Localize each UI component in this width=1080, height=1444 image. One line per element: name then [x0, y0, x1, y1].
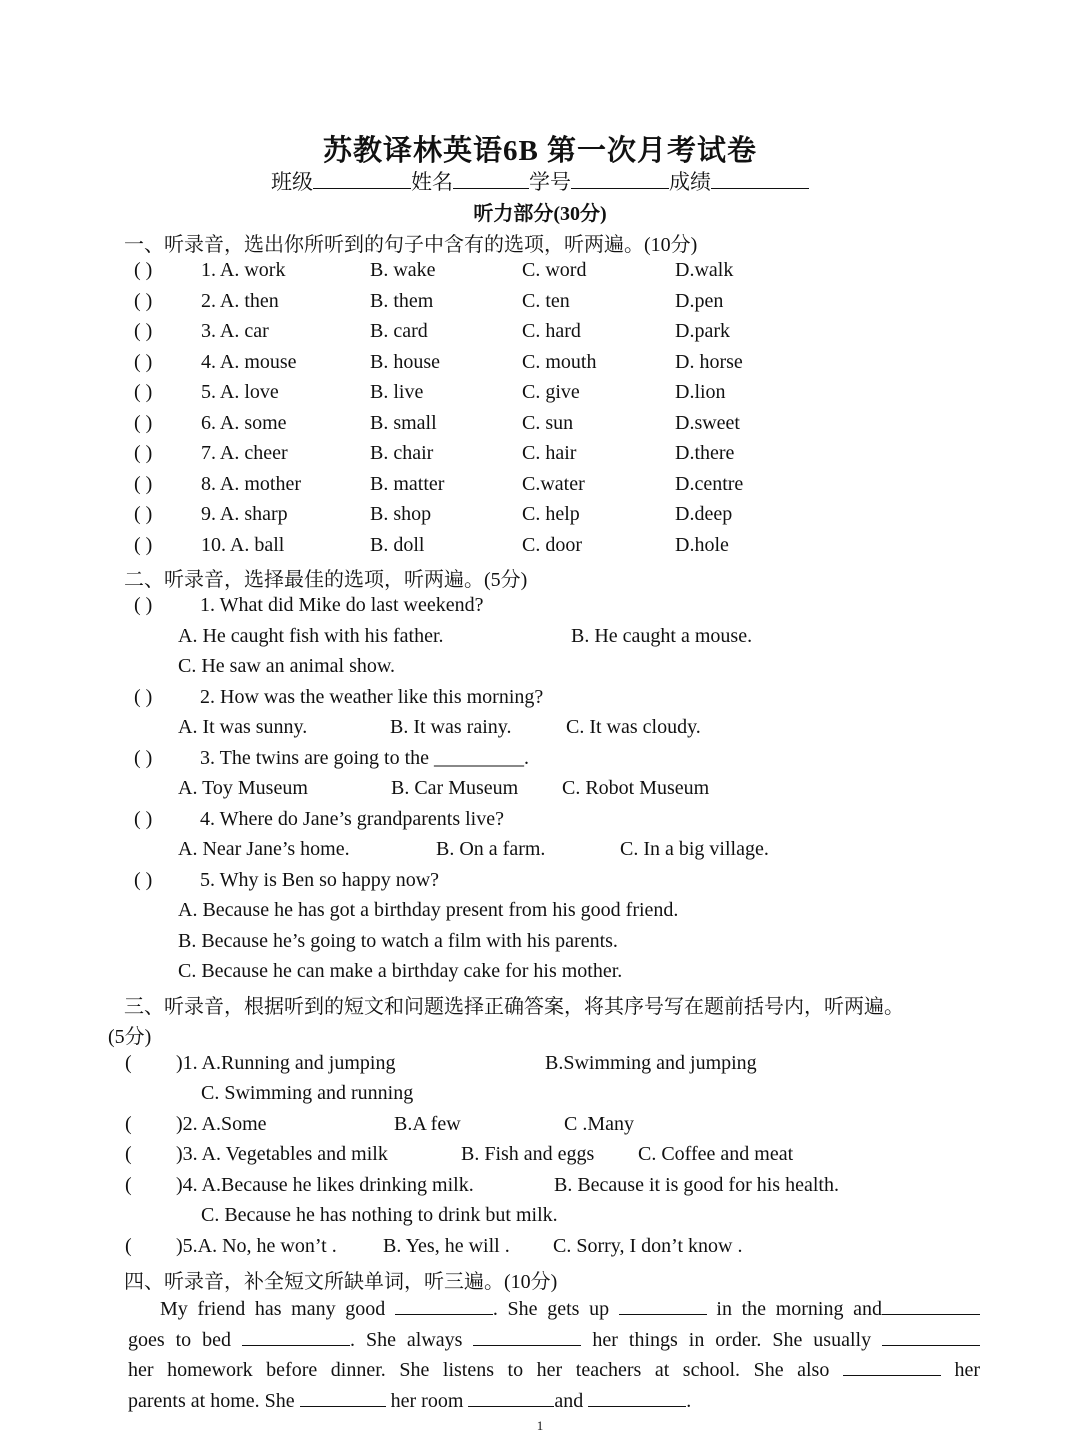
name-blank [453, 168, 529, 189]
cloze-blank [473, 1327, 581, 1346]
option-a: 1. A. work [201, 259, 286, 281]
cloze-text: her homework before dinner. She listens to her teachers at school. She also [128, 1359, 830, 1381]
cloze-blank [300, 1388, 386, 1407]
cloze-text: in the morning and [716, 1298, 883, 1320]
option-b: B. small [370, 411, 437, 434]
option-d: D.lion [675, 381, 726, 403]
option-b: B. chair [370, 442, 434, 464]
cloze-blank [242, 1327, 350, 1346]
option-c: C. give [522, 381, 580, 403]
section3-header-score: (5分) [108, 1026, 152, 1048]
option-c: C. help [522, 503, 580, 525]
option-c: C.water [522, 472, 585, 495]
option-d: D.there [675, 442, 735, 464]
option-c: C. sun [522, 411, 574, 434]
cloze-text: her things in order. She usually [592, 1329, 872, 1351]
s2-q1-options [0, 625, 1080, 655]
cloze-text: her room [390, 1390, 464, 1412]
answer-paren: ( ) [134, 442, 153, 464]
option-b: B. Fish and eggs [461, 1143, 595, 1165]
option-a: 7. A. cheer [201, 442, 288, 464]
s3-q1-option-c [0, 1082, 1080, 1112]
option-b: B. He caught a mouse. [571, 625, 753, 647]
s1-question-row [0, 290, 1080, 320]
question-stem: 4. Where do Jane’s grandparents live? [200, 808, 504, 830]
s3-q1 [0, 1052, 1080, 1082]
s2-q3-options [0, 777, 1080, 807]
option-a: )2. A.Some [176, 1113, 267, 1135]
answer-paren: ( [125, 1235, 132, 1257]
s1-question-row [0, 534, 1080, 564]
answer-paren: ( ) [134, 503, 153, 525]
option-c: C. door [522, 533, 582, 556]
cloze-blank [588, 1388, 686, 1407]
option-c: C. mouth [522, 350, 597, 373]
option-b: B. card [370, 320, 428, 342]
answer-paren: ( ) [134, 411, 153, 434]
class-blank [313, 168, 411, 189]
s2-q5-option-a [0, 899, 1080, 929]
cloze-text: . She always [350, 1329, 463, 1351]
answer-paren: ( ) [134, 320, 153, 342]
answer-paren: ( ) [134, 533, 153, 556]
s3-q2 [0, 1113, 1080, 1143]
option-b: B. Yes, he will . [383, 1235, 510, 1257]
option-c: C .Many [564, 1113, 634, 1135]
page-number: 1 [536, 1418, 544, 1433]
option-a: 2. A. then [201, 289, 279, 312]
answer-paren: ( ) [134, 472, 153, 495]
cloze-text: . She gets up [492, 1298, 610, 1320]
cloze-blank [468, 1388, 554, 1407]
option-b: B. shop [370, 503, 432, 525]
s2-q1 [0, 594, 1080, 624]
option-a: A. Near Jane’s home. [178, 838, 350, 860]
s2-q1-options-2 [0, 655, 1080, 685]
cloze-blank [395, 1296, 493, 1315]
option-d: D.pen [675, 289, 724, 312]
s1-question-row [0, 412, 1080, 442]
s3-q4-option-c [0, 1204, 1080, 1234]
answer-paren: ( ) [134, 289, 153, 312]
s2-q4-options [0, 838, 1080, 868]
option-b: B. Because he’s going to watch a film with his parents. [178, 930, 618, 952]
option-a: A. Toy Museum [178, 777, 308, 799]
option-c: C. ten [522, 289, 570, 312]
answer-paren: ( ) [134, 808, 153, 830]
question-stem: 1. What did Mike do last weekend? [200, 594, 484, 616]
option-b: B. matter [370, 472, 445, 495]
option-a: )3. A. Vegetables and milk [176, 1143, 388, 1165]
option-c: C. Because he can make a birthday cake for his mother. [178, 960, 623, 982]
name-label: 姓名 [411, 170, 453, 194]
cloze-text: and [554, 1390, 584, 1412]
option-b: B.Swimming and jumping [545, 1052, 757, 1074]
s2-q5-option-b [0, 930, 1080, 960]
s2-q3 [0, 747, 1080, 777]
answer-paren: ( ) [134, 869, 153, 891]
answer-paren: ( [125, 1113, 132, 1135]
option-c: C. Because he has nothing to drink but milk. [201, 1204, 558, 1226]
cloze-text: her [954, 1359, 981, 1381]
cloze-text: parents at home. She [128, 1390, 295, 1412]
option-a: 5. A. love [201, 381, 279, 403]
cloze-text: . [686, 1390, 692, 1412]
option-a: 10. A. ball [201, 533, 285, 556]
section2-header: 二、听录音，选择最佳的选项，听两遍。(5分) [124, 569, 528, 591]
answer-paren: ( [125, 1143, 132, 1165]
option-a: 6. A. some [201, 411, 287, 434]
option-a: )5.A. No, he won’t . [176, 1235, 337, 1257]
student-info-line [0, 166, 1080, 196]
option-b: B. live [370, 381, 424, 403]
score-label: 成绩 [669, 170, 711, 194]
s2-q2 [0, 686, 1080, 716]
question-stem: 5. Why is Ben so happy now? [200, 869, 440, 891]
option-b: B. wake [370, 259, 436, 281]
option-a: 3. A. car [201, 320, 269, 342]
s1-question-row [0, 320, 1080, 350]
option-c: C. hard [522, 320, 581, 342]
option-a: )4. A.Because he likes drinking milk. [176, 1174, 474, 1196]
answer-paren: ( ) [134, 594, 153, 616]
option-a: A. Because he has got a birthday present from his good friend. [178, 899, 679, 921]
answer-paren: ( ) [134, 747, 153, 769]
cloze-text: goes to bed [128, 1329, 232, 1351]
answer-paren: ( ) [134, 686, 153, 708]
answer-paren: ( ) [134, 350, 153, 373]
cloze-line-4 [128, 1386, 980, 1417]
option-b: B. On a farm. [436, 838, 546, 860]
option-d: D.sweet [675, 411, 740, 434]
s1-question-row [0, 503, 1080, 533]
option-d: D.deep [675, 503, 733, 525]
option-d: D.walk [675, 259, 734, 281]
option-c: C. In a big village. [620, 838, 769, 860]
option-a: 8. A. mother [201, 472, 301, 495]
option-c: C. Swimming and running [201, 1082, 414, 1104]
option-c: C. Robot Museum [562, 777, 710, 799]
s2-q2-options [0, 716, 1080, 746]
answer-paren: ( ) [134, 259, 153, 281]
number-label: 学号 [529, 170, 571, 194]
s3-q5 [0, 1235, 1080, 1265]
s1-question-row [0, 442, 1080, 472]
option-a: 9. A. sharp [201, 503, 288, 525]
cloze-line-3 [128, 1355, 980, 1386]
s1-question-row [0, 473, 1080, 503]
option-c: C. word [522, 259, 587, 281]
option-b: B. them [370, 289, 434, 312]
option-a: )1. A.Running and jumping [176, 1052, 396, 1074]
question-stem: 3. The twins are going to the _________. [200, 747, 530, 769]
section3-header: 三、听录音，根据听到的短文和问题选择正确答案，将其序号写在题前括号内，听两遍。 [124, 996, 904, 1018]
s1-question-row [0, 351, 1080, 381]
answer-paren: ( ) [134, 381, 153, 403]
s3-q3 [0, 1143, 1080, 1173]
section4-header: 四、听录音，补全短文所缺单词，听三遍。(10分) [124, 1271, 558, 1293]
option-b: B. house [370, 350, 440, 373]
answer-paren: ( [125, 1052, 132, 1074]
class-label: 班级 [271, 170, 313, 194]
option-d: D.park [675, 320, 730, 342]
option-b: B. Because it is good for his health. [554, 1174, 839, 1196]
option-b: B. doll [370, 533, 425, 556]
option-b: B. Car Museum [391, 777, 519, 799]
option-c: C. hair [522, 442, 577, 464]
option-c: C. It was cloudy. [566, 716, 701, 738]
s1-question-row [0, 381, 1080, 411]
cloze-blank [882, 1327, 980, 1346]
option-c: C. He saw an animal show. [178, 655, 395, 677]
cloze-blank [843, 1357, 941, 1376]
option-b: B. It was rainy. [390, 716, 512, 738]
s2-q5 [0, 869, 1080, 899]
option-b: B.A few [394, 1113, 461, 1135]
s2-q4 [0, 808, 1080, 838]
cloze-line-2 [128, 1325, 980, 1356]
cloze-blank [619, 1296, 707, 1315]
listening-header: 听力部分(30分) [473, 203, 607, 225]
question-stem: 2. How was the weather like this morning? [200, 686, 544, 708]
cloze-blank [882, 1296, 980, 1315]
cloze-text: My friend has many good [160, 1298, 386, 1320]
exam-title: 苏教译林英语6B 第一次月考试卷 [322, 135, 758, 167]
cloze-line-1 [128, 1294, 980, 1325]
number-blank [571, 168, 669, 189]
option-d: D.hole [675, 533, 729, 556]
s3-q4 [0, 1174, 1080, 1204]
option-c: C. Coffee and meat [638, 1143, 794, 1165]
option-a: A. It was sunny. [178, 716, 308, 738]
s1-question-row [0, 259, 1080, 289]
option-d: D.centre [675, 472, 744, 495]
option-c: C. Sorry, I don’t know . [553, 1235, 743, 1257]
s2-q5-option-c [0, 960, 1080, 990]
section1-header: 一、听录音，选出你所听到的句子中含有的选项，听两遍。(10分) [124, 234, 698, 256]
score-blank [711, 168, 809, 189]
option-a: 4. A. mouse [201, 350, 297, 373]
option-a: A. He caught fish with his father. [178, 625, 444, 647]
answer-paren: ( [125, 1174, 132, 1196]
option-d: D. horse [675, 350, 743, 373]
